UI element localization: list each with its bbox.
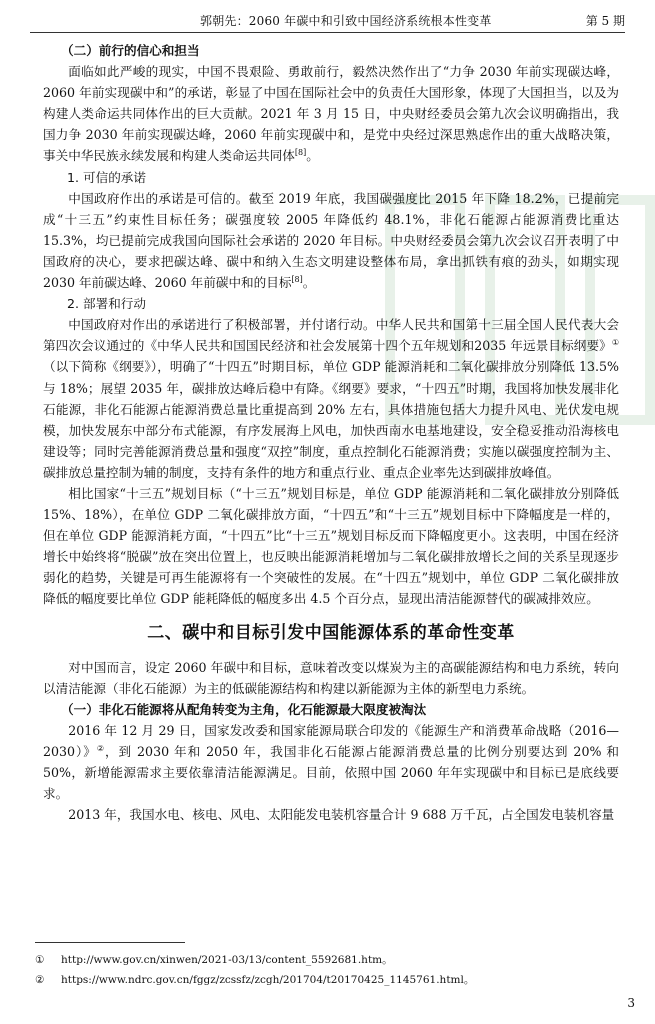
paragraph: 中国政府对作出的承诺进行了积极部署，并付诸行动。中华人民共和国第十三届全国人民代表大会第四次会议通过的《中华人民共和国国民经济和社会发展第十四个五年规划和2035 年远景目标纲要》①（以下简称《纲要》），明确了“十四五”时期目标，单位 GDP 能源消耗和二氧化碳排放分别降低 13.5% 与 18%；展望 2035 年，碳排放达峰后稳中有降。《纲要》要求，“十四五”时期，我国将加快发展非化石能源，非化石能源占能源消费总量比重提高到 20% 左右，具体措施包括大力提升风电、光伏发电规模，加快发展东中部分布式能源，有序发展海上风电，加快西南水电基地建设，安全稳妥推动沿海核电建设等；同时完善能源消费总量和强度“双控”制度，重点控制化石能源消费；实施以碳强度控制为主、碳排放总量控制为辅的制度，支持有条件的地方和重点行业、重点企业率先达到碳排放峰值。	[43, 317, 619, 480]
section-title: 二、碳中和目标引发中国能源体系的革命性变革	[147, 622, 515, 643]
numbered-heading-deployment-action: 2. 部署和行动	[67, 296, 146, 312]
numbered-heading-credible-commitment: 1. 可信的承诺	[67, 169, 146, 185]
subsection-heading-confidence: （二）前行的信心和担当	[61, 43, 200, 58]
footnote-divider	[35, 942, 185, 943]
footnote-mark: ①	[35, 954, 45, 966]
paragraph: 中国政府作出的承诺是可信的。截至 2019 年底，我国碳强度比 2015 年下降 18.2%，已提前完成“十三五”约束性目标任务；碳强度较 2005 年降低约 48.1%，非化石能源占能源消费比重达 15.3%，均已提前完成我国向国际社会承诺的 2020 年目标。中央财经委员会第九次会议召开表明了中国政府的决心，要求把碳达峰、碳中和纳入生态文明建设整体布局，拿出抓铁有痕的劲头，如期实现 2030 年前碳达峰、2060 年前碳中和的目标[8]。	[43, 190, 619, 291]
page-number: 3	[627, 996, 635, 1010]
footnote-item	[35, 970, 474, 990]
subsection-heading-non-fossil: （一）非化石能源将从配角转变为主角，化石能源最大限度被淘汰	[61, 701, 427, 717]
citation-ref[interactable]: [8]	[294, 148, 307, 158]
footnote-mark: ②	[35, 974, 45, 986]
running-header	[30, 10, 625, 33]
article-body	[43, 40, 619, 825]
footnote-ref[interactable]: ①	[611, 338, 619, 348]
paragraph: 面临如此严峻的现实，中国不畏艰险、勇敢前行，毅然决然作出了“力争 2030 年前实现碳达峰，2060 年前实现碳中和”的承诺，彰显了中国在国际社会中的负责任大国形象，体现了大国担当，以及为构建人类命运共同体作出的巨大贡献。2021 年 3 月 15 日，中央财经委员会第九次会议明确指出，我国力争 2030 年前实现碳达峰，2060 年前实现碳中和，是党中央经过深思熟虑作出的重大战略决策，事关中华民族永续发展和构建人类命运共同体[8]。	[43, 64, 619, 164]
paragraph: 2013 年，我国水电、核电、风电、太阳能发电装机容量合计 9 688 万千瓦，占全国发电装机容量	[68, 807, 615, 823]
header-issue-number: 第 5 期	[585, 14, 625, 28]
header-title: 郭朝先：2060 年碳中和引致中国经济系统根本性变革	[200, 14, 492, 28]
footnote-ref[interactable]: ②	[96, 743, 105, 753]
footnote-item	[35, 950, 474, 970]
footnotes	[35, 950, 474, 990]
footnote-link[interactable]: https://www.ndrc.gov.cn/fggz/zcssfz/zcgh/201704/t20170425_1145761.html。	[61, 974, 475, 986]
paragraph: 相比国家“十三五”规划目标（“十三五”规划目标是，单位 GDP 能源消耗和二氧化碳排放分别降低 15%、18%），在单位 GDP 二氧化碳排放方面，“十四五”和“十三五”规划目标中下降幅度是一样的，但在单位 GDP 能源消耗方面，“十四五”比“十三五”规划目标反而下降幅度更小。这表明，中国在经济增长中始终将“脱碳”放在突出位置上，也反映出能源消耗增加与二氧化碳排放增长之间的关系呈现逐步弱化的趋势，关键是可再生能源将有一个突破性的发展。在“十四五”规划中，单位 GDP 二氧化碳排放降低的幅度要比单位 GDP 能耗降低的幅度多出 4.5 个百分点，显现出清洁能源替代的碳减排效应。	[43, 485, 619, 607]
footnote-link[interactable]: http://www.gov.cn/xinwen/2021-03/13/content_5592681.htm。	[61, 954, 393, 966]
paragraph: 对中国而言，设定 2060 年碳中和目标，意味着改变以煤炭为主的高碳能源结构和电力系统，转向以清洁能源（非化石能源）为主的低碳能源结构和构建以新能源为主体的新型电力系统。	[43, 659, 619, 696]
citation-ref[interactable]: [8]	[291, 274, 303, 284]
paragraph: 2016 年 12 月 29 日，国家发改委和国家能源局联合印发的《能源生产和消费革命战略（2016—2030）》②，到 2030 年和 2050 年，我国非化石能源占能源消费总量的比例分别要达到 20% 和 50%，新增能源需求主要依靠清洁能源满足。目前，依照中国 2060 年年实现碳中和目标已是底线要求。	[43, 722, 619, 802]
